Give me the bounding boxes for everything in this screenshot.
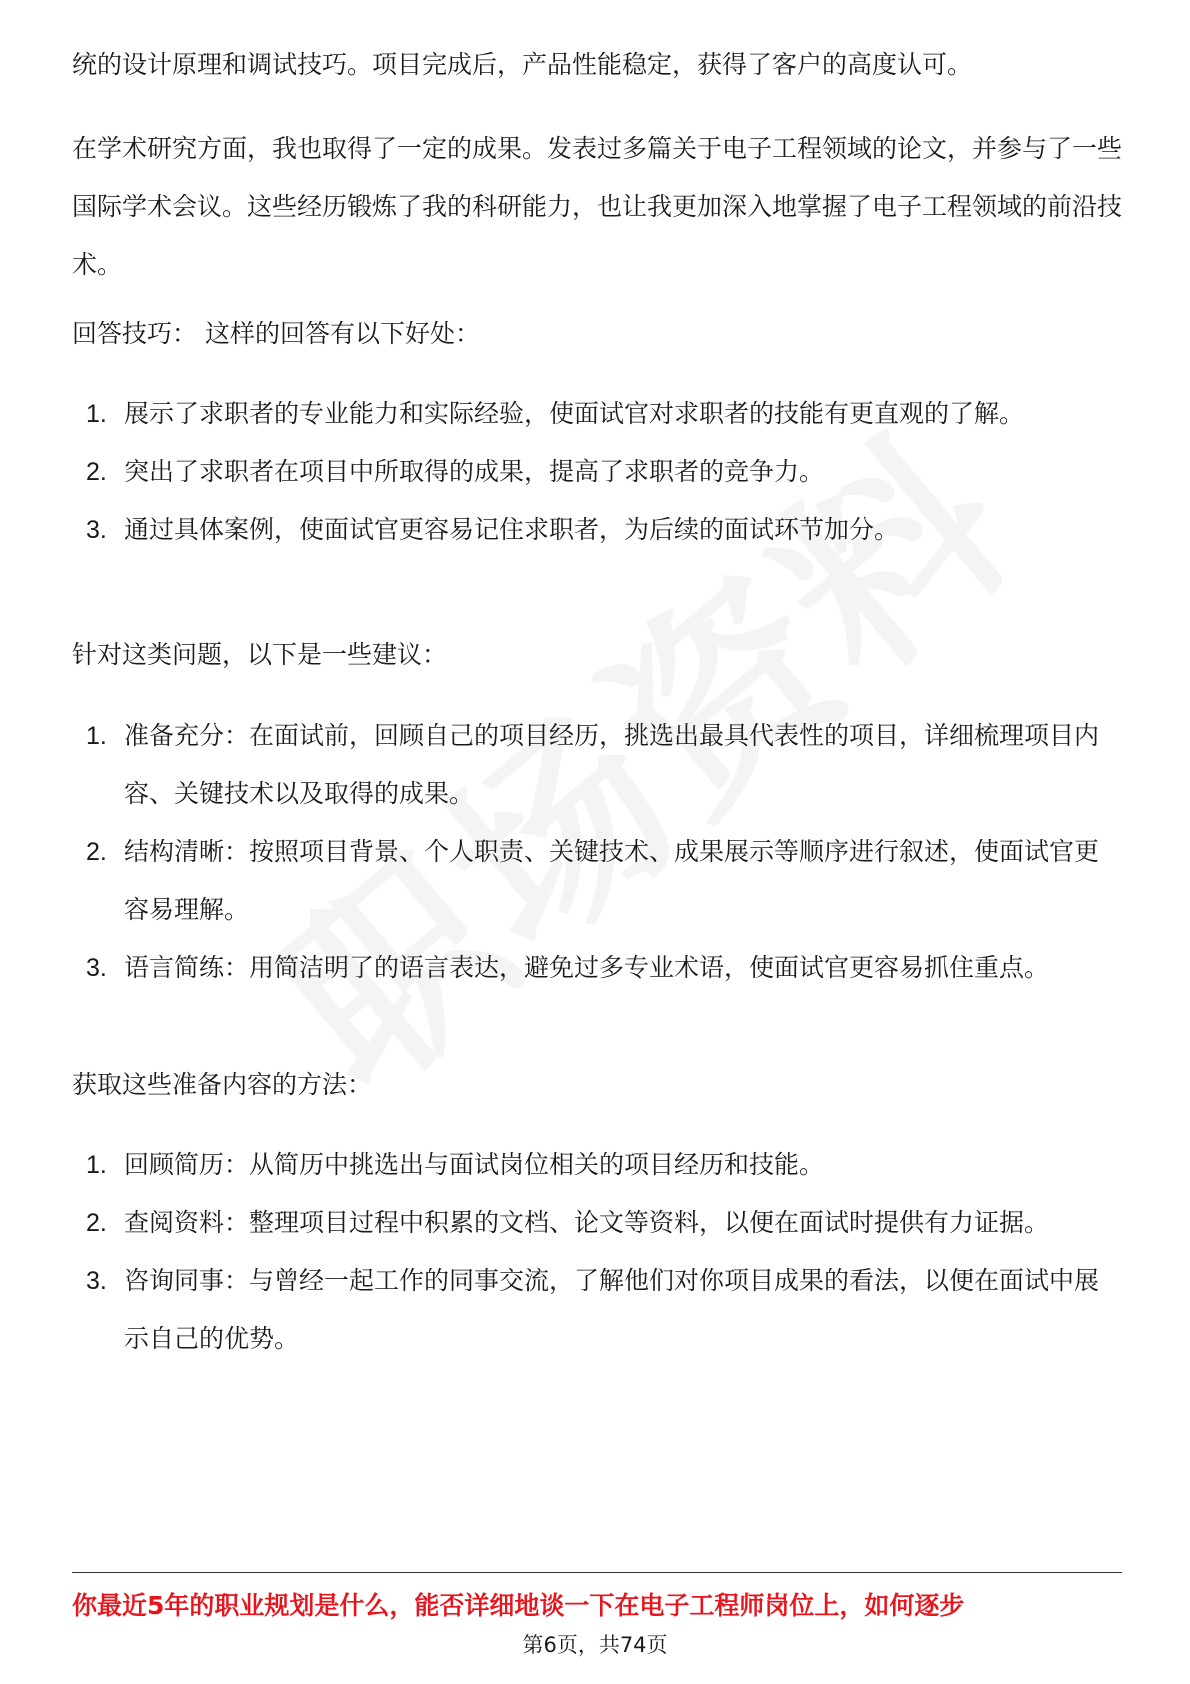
list-number: 3. [86, 1267, 107, 1295]
advice-list [72, 707, 1122, 997]
list-item [72, 939, 1122, 997]
list-text: 准备充分：在面试前，回顾自己的项目经历，挑选出最具代表性的项目，详细梳理项目内容、关键技术以及取得的成果。 [124, 721, 1100, 808]
list-text: 结构清晰：按照项目背景、个人职责、关键技术、成果展示等顺序进行叙述，使面试官更容易理解。 [124, 837, 1100, 924]
list-item [72, 1136, 1122, 1194]
list-item [72, 707, 1122, 823]
list-text: 查阅资料：整理项目过程中积累的文档、论文等资料，以便在面试时提供有力证据。 [124, 1208, 1050, 1237]
list-text: 回顾简历：从简历中挑选出与面试岗位相关的项目经历和技能。 [124, 1150, 825, 1179]
list-text: 语言简练：用简洁明了的语言表达，避免过多专业术语，使面试官更容易抓住重点。 [124, 953, 1050, 982]
list-number: 3. [86, 516, 107, 544]
footer-divider [72, 1572, 1122, 1573]
list-number: 1. [86, 400, 107, 428]
list-number: 1. [86, 722, 107, 750]
methods-list [72, 1136, 1122, 1368]
list-number: 2. [86, 1209, 107, 1237]
list-text: 咨询同事：与曾经一起工作的同事交流，了解他们对你项目成果的看法，以便在面试中展示自己的优势。 [124, 1266, 1100, 1353]
advice-heading: 针对这类问题，以下是一些建议： [72, 640, 448, 669]
list-number: 2. [86, 838, 107, 866]
list-item [72, 1252, 1122, 1368]
list-number: 2. [86, 458, 107, 486]
list-item [72, 443, 1122, 501]
list-item [72, 501, 1122, 559]
page-number: 第6页，共74页 [522, 1633, 668, 1657]
tips-heading: 回答技巧： 这样的回答有以下好处： [72, 319, 480, 348]
list-text: 通过具体案例，使面试官更容易记住求职者，为后续的面试环节加分。 [124, 515, 900, 544]
benefits-list [72, 385, 1122, 559]
list-number: 3. [86, 954, 107, 982]
list-number: 1. [86, 1151, 107, 1179]
next-question-title: 你最近5年的职业规划是什么，能否详细地谈一下在电子工程师岗位上，如何逐步 [72, 1591, 965, 1620]
paragraph-academic: 在学术研究方面，我也取得了一定的成果。发表过多篇关于电子工程领域的论文，并参与了一些国际学术会议。这些经历锻炼了我的科研能力，也让我更加深入地掌握了电子工程领域的前沿技术。 [72, 134, 1123, 279]
list-item [72, 1194, 1122, 1252]
paragraph-continuation: 统的设计原理和调试技巧。项目完成后，产品性能稳定，获得了客户的高度认可。 [72, 50, 973, 79]
list-text: 突出了求职者在项目中所取得的成果，提高了求职者的竞争力。 [124, 457, 825, 486]
list-item [72, 385, 1122, 443]
list-text: 展示了求职者的专业能力和实际经验，使面试官对求职者的技能有更直观的了解。 [124, 399, 1025, 428]
methods-heading: 获取这些准备内容的方法： [72, 1070, 373, 1099]
list-item [72, 823, 1122, 939]
